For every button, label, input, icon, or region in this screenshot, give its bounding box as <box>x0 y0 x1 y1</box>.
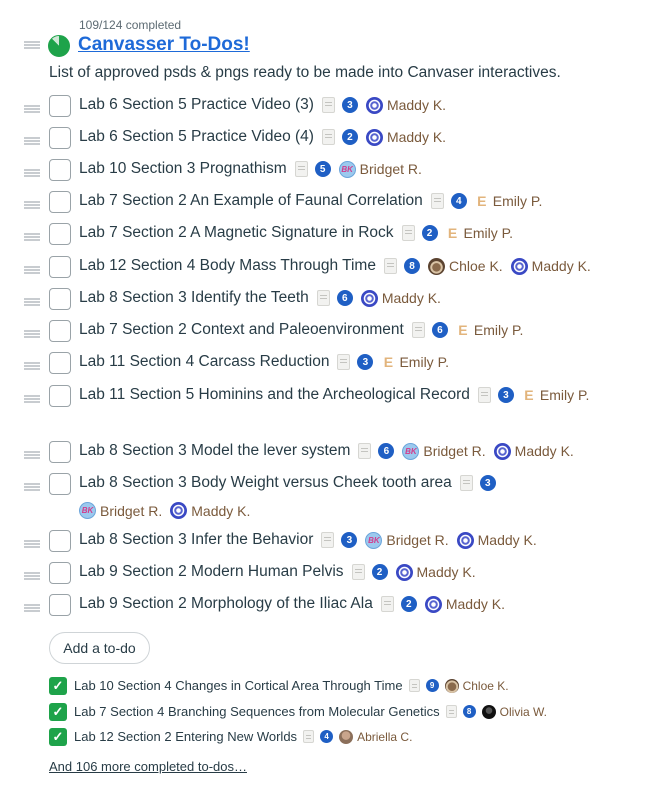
assignee-name: Emily P. <box>539 387 590 403</box>
notes-icon <box>460 475 473 491</box>
bk-avatar-icon: BK <box>402 443 419 460</box>
assignee[interactable] <box>425 596 505 613</box>
comment-count-badge[interactable]: 3 <box>341 532 357 548</box>
comment-count-badge[interactable]: 9 <box>426 679 439 692</box>
todo-title-link[interactable]: Lab 11 Section 5 Hominins and the Archeological Record <box>79 386 470 403</box>
letter-e-avatar-icon: E <box>524 387 534 403</box>
todo-checkbox[interactable] <box>49 288 71 310</box>
list-title-link[interactable]: Canvasser To-Dos! <box>78 34 250 55</box>
assignee-name: Maddy K. <box>514 443 574 459</box>
checked-checkbox-icon[interactable]: ✓ <box>49 728 67 746</box>
assignee[interactable] <box>482 705 547 719</box>
assignee[interactable] <box>457 532 537 549</box>
todo-checkbox[interactable] <box>49 191 71 213</box>
notes-icon <box>446 705 457 718</box>
drag-handle-icon[interactable] <box>24 233 40 241</box>
spiral-avatar-icon <box>425 596 442 613</box>
todo-line <box>79 321 523 339</box>
spiral-avatar-icon <box>366 97 383 114</box>
assignee[interactable] <box>339 730 412 744</box>
notes-icon <box>322 97 335 113</box>
drag-handle-icon[interactable] <box>24 137 40 145</box>
dark-avatar-icon <box>482 705 496 719</box>
comment-count-badge[interactable]: 3 <box>498 387 514 403</box>
notes-icon <box>352 564 365 580</box>
bk-avatar-icon: BK <box>365 532 382 549</box>
drag-handle-icon[interactable] <box>24 540 40 548</box>
todo-line <box>79 474 496 492</box>
assignee-name: Maddy K. <box>477 532 537 548</box>
notes-icon <box>303 730 314 743</box>
spiral-avatar-icon <box>170 502 187 519</box>
drag-handle-icon[interactable] <box>24 330 40 338</box>
assignee-name: Emily P. <box>463 225 514 241</box>
assignee[interactable] <box>170 502 250 519</box>
spiral-avatar-icon <box>511 258 528 275</box>
assignee[interactable] <box>396 564 476 581</box>
assignee[interactable] <box>366 129 446 146</box>
spiral-avatar-icon <box>494 443 511 460</box>
completed-todo-line <box>74 678 509 693</box>
bk-avatar-icon: BK <box>79 502 96 519</box>
notes-icon <box>412 322 425 338</box>
todo-line-wrap <box>79 502 250 519</box>
assignee[interactable] <box>339 161 422 178</box>
todo-checkbox[interactable] <box>49 352 71 374</box>
notes-icon <box>317 290 330 306</box>
todo-line <box>79 192 542 210</box>
todo-checkbox[interactable] <box>49 256 71 278</box>
todo-title-link[interactable]: Lab 7 Section 2 An Example of Faunal Correlation <box>79 192 423 209</box>
todo-line <box>79 442 574 460</box>
notes-icon <box>321 532 334 548</box>
assignee[interactable] <box>475 193 543 210</box>
assignee-name: Maddy K. <box>445 596 505 612</box>
drag-handle-icon[interactable] <box>24 483 40 491</box>
comment-count-badge[interactable]: 6 <box>378 443 394 459</box>
todo-title-link[interactable]: Lab 9 Section 2 Morphology of the Iliac Ala <box>79 595 373 612</box>
notes-icon <box>478 387 491 403</box>
todo-title-link[interactable]: Lab 6 Section 5 Practice Video (3) <box>79 96 314 113</box>
spiral-avatar-icon <box>361 290 378 307</box>
list-title-row <box>0 33 656 59</box>
assignee-name: Maddy K. <box>386 129 447 145</box>
drag-handle-icon[interactable] <box>24 201 40 209</box>
comment-count-badge[interactable]: 6 <box>432 322 448 338</box>
letter-e-avatar-icon: E <box>447 225 458 241</box>
todo-line <box>79 128 446 146</box>
comment-count-badge[interactable]: 3 <box>357 354 373 370</box>
letter-e-avatar-icon: E <box>383 354 394 370</box>
completed-todo-title-link[interactable]: Lab 7 Section 4 Branching Sequences from Molecular Genetics <box>74 704 440 719</box>
drag-handle-icon[interactable] <box>24 266 40 274</box>
drag-handle-icon[interactable] <box>24 604 40 612</box>
assignee-name: Olivia W. <box>499 704 547 719</box>
drag-handle-icon[interactable] <box>24 298 40 306</box>
notes-icon <box>358 443 371 459</box>
todo-checkbox[interactable] <box>49 159 71 181</box>
todo-checkbox[interactable] <box>49 562 71 584</box>
todo-title-link[interactable]: Lab 6 Section 5 Practice Video (4) <box>79 128 314 145</box>
drag-handle-icon[interactable] <box>24 169 40 177</box>
assignee-name: Chloe K. <box>462 678 509 693</box>
todo-checkbox[interactable] <box>49 473 71 495</box>
comment-count-badge[interactable]: 5 <box>315 161 331 177</box>
assignee-name: Emily P. <box>473 322 524 338</box>
drag-handle-icon[interactable] <box>24 572 40 580</box>
todo-title-link[interactable]: Lab 7 Section 2 Context and Paleoenvironment <box>79 321 404 338</box>
assignee-name: Maddy K. <box>416 564 476 580</box>
todo-checkbox[interactable] <box>49 385 71 407</box>
assignee[interactable] <box>511 258 591 275</box>
todo-title-link[interactable]: Lab 8 Section 3 Body Weight versus Cheek tooth area <box>79 474 452 491</box>
todo-line <box>79 160 422 178</box>
todo-line <box>79 386 589 404</box>
assignee-name: Bridget R. <box>359 161 422 177</box>
todo-checkbox[interactable] <box>49 594 71 616</box>
assignee[interactable] <box>79 502 162 519</box>
assignee-name: Bridget R. <box>423 443 486 459</box>
more-completed-link[interactable]: And 106 more completed to-dos… <box>49 759 247 774</box>
todo-title-link[interactable]: Lab 9 Section 2 Modern Human Pelvis <box>79 563 344 580</box>
drag-handle-icon[interactable] <box>24 41 40 49</box>
todo-title-link[interactable]: Lab 8 Section 3 Infer the Behavior <box>79 531 314 548</box>
assignee[interactable] <box>494 443 574 460</box>
todo-line <box>79 224 513 242</box>
assignee-name: Bridget R. <box>100 502 163 519</box>
todo-checkbox[interactable] <box>49 441 71 463</box>
notes-icon <box>337 354 350 370</box>
assignee-name: Maddy K. <box>531 258 591 274</box>
assignee[interactable] <box>446 225 514 242</box>
cat-avatar-icon <box>445 679 459 693</box>
drag-handle-icon[interactable] <box>24 362 40 370</box>
drag-handle-icon[interactable] <box>24 395 40 403</box>
assignee[interactable] <box>366 97 446 114</box>
assignee-name: Maddy K. <box>381 290 441 306</box>
todo-checkbox[interactable] <box>49 127 71 149</box>
assignee-name: Chloe K. <box>448 258 503 274</box>
completion-counter: 109/124 completed <box>79 18 182 32</box>
comment-count-badge[interactable]: 4 <box>320 730 333 743</box>
progress-pie-icon <box>48 35 70 57</box>
spiral-avatar-icon <box>366 129 383 146</box>
assignee[interactable] <box>522 387 590 404</box>
add-todo-button[interactable]: Add a to-do <box>49 632 150 664</box>
assignee-name: Abriella C. <box>357 729 413 744</box>
checked-checkbox-icon[interactable]: ✓ <box>49 677 67 695</box>
assignee[interactable] <box>456 322 524 339</box>
notes-icon <box>295 161 308 177</box>
checked-checkbox-icon[interactable]: ✓ <box>49 703 67 721</box>
completed-todo-line <box>74 704 547 719</box>
notes-icon <box>402 225 415 241</box>
bk-avatar-icon: BK <box>339 161 356 178</box>
spiral-avatar-icon <box>457 532 474 549</box>
completed-todo-title-link[interactable]: Lab 10 Section 4 Changes in Cortical Area Through Time <box>74 678 403 693</box>
cat-avatar-icon <box>428 258 445 275</box>
assignee[interactable] <box>381 354 449 371</box>
comment-count-badge[interactable]: 2 <box>372 564 388 580</box>
comment-count-badge[interactable]: 2 <box>401 596 417 612</box>
todo-title-link[interactable]: Lab 12 Section 4 Body Mass Through Time <box>79 257 376 274</box>
assignee-name: Bridget R. <box>386 532 449 548</box>
todo-checkbox[interactable] <box>49 320 71 342</box>
letter-e-avatar-icon: E <box>477 193 487 209</box>
assignee[interactable] <box>402 443 485 460</box>
todo-title-link[interactable]: Lab 10 Section 3 Prognathism <box>79 160 287 177</box>
notes-icon <box>431 193 444 209</box>
todo-title-link[interactable]: Lab 7 Section 2 A Magnetic Signature in Rock <box>79 224 394 241</box>
todo-title-link[interactable]: Lab 8 Section 3 Identify the Teeth <box>79 289 309 306</box>
comment-count-badge[interactable]: 6 <box>337 290 353 306</box>
notes-icon <box>381 596 394 612</box>
completed-todo-line <box>74 729 412 744</box>
todo-line <box>79 353 449 371</box>
notes-icon <box>409 679 420 692</box>
assignee-name: Emily P. <box>399 354 449 370</box>
photo-avatar-icon <box>339 730 353 744</box>
letter-e-avatar-icon: E <box>458 322 468 338</box>
drag-handle-icon[interactable] <box>24 451 40 459</box>
todo-line <box>79 289 441 307</box>
comment-count-badge[interactable]: 8 <box>463 705 476 718</box>
comment-count-badge[interactable]: 8 <box>404 258 420 274</box>
comment-count-badge[interactable]: 2 <box>342 129 358 145</box>
completed-todo-title-link[interactable]: Lab 12 Section 2 Entering New Worlds <box>74 729 298 744</box>
todo-line <box>79 563 476 581</box>
todo-title-link[interactable]: Lab 11 Section 4 Carcass Reduction <box>79 353 330 370</box>
todo-checkbox[interactable] <box>49 95 71 117</box>
assignee[interactable] <box>428 258 503 275</box>
comment-count-badge[interactable]: 2 <box>422 225 438 241</box>
assignee-name: Maddy K. <box>386 97 447 113</box>
todo-checkbox[interactable] <box>49 530 71 552</box>
todo-title-link[interactable]: Lab 8 Section 3 Model the lever system <box>79 442 351 459</box>
todo-line <box>79 257 591 275</box>
notes-icon <box>384 258 397 274</box>
assignee[interactable] <box>365 532 448 549</box>
list-description: List of approved psds & pngs ready to be made into Canvaser interactives. <box>49 64 561 81</box>
assignee[interactable] <box>445 679 509 693</box>
assignee-name: Maddy K. <box>191 502 251 519</box>
notes-icon <box>322 129 335 145</box>
comment-count-badge[interactable]: 3 <box>480 475 496 491</box>
todo-line <box>79 96 446 114</box>
assignee[interactable] <box>361 290 441 307</box>
todo-line <box>79 531 537 549</box>
comment-count-badge[interactable]: 4 <box>451 193 467 209</box>
assignee-name: Emily P. <box>492 193 543 209</box>
todo-line <box>79 595 505 613</box>
drag-handle-icon[interactable] <box>24 105 40 113</box>
spiral-avatar-icon <box>396 564 413 581</box>
comment-count-badge[interactable]: 3 <box>342 97 358 113</box>
todo-checkbox[interactable] <box>49 223 71 245</box>
